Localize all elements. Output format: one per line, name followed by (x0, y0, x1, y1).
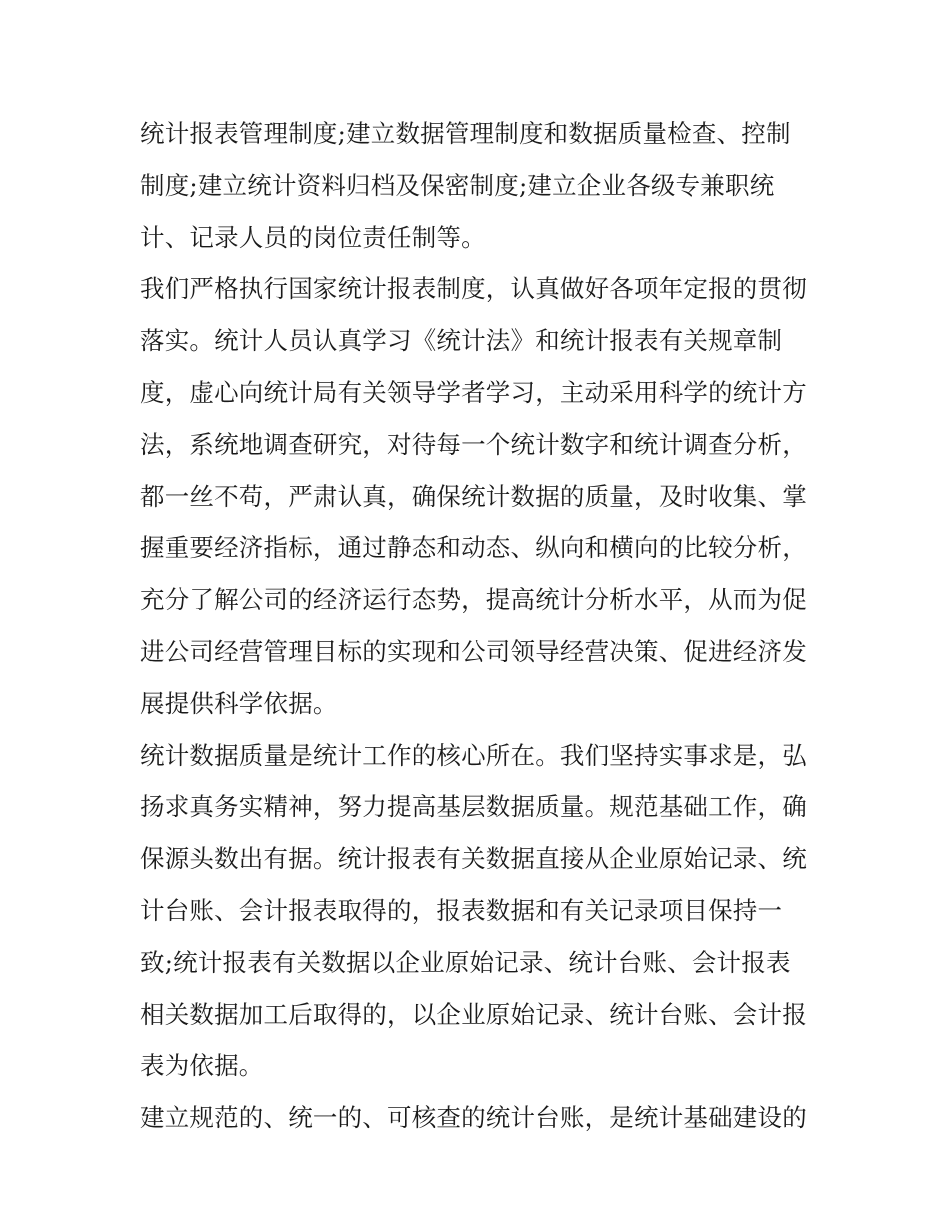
text-line: 我们严格执行国家统计报表制度，认真做好各项年定报的贯彻 (140, 274, 807, 304)
text-line: 法，系统地调查研究，对待每一个统计数字和统计调查分析， (140, 429, 807, 459)
paragraph-3 (140, 730, 820, 1093)
text-line: 统计数据质量是统计工作的核心所在。我们坚持实事求是，弘 (140, 740, 807, 770)
text-line: 计、记录人员的岗位责任制等。 (140, 222, 486, 252)
text-line: 保源头数出有据。统计报表有关数据直接从企业原始记录、统 (140, 844, 807, 874)
text-line: 落实。统计人员认真学习《统计法》和统计报表有关规章制 (140, 326, 783, 356)
text-line: 度，虚心向统计局有关领导学者学习，主动采用科学的统计方 (140, 377, 807, 407)
document-body (140, 108, 820, 1144)
text-line: 握重要经济指标，通过静态和动态、纵向和横向的比较分析， (140, 533, 807, 563)
text-line: 展提供科学依据。 (140, 688, 338, 718)
text-line: 制度;建立统计资料归档及保密制度;建立企业各级专兼职统 (140, 170, 775, 200)
text-line: 致;统计报表有关数据以企业原始记录、统计台账、会计报表 (140, 947, 791, 977)
paragraph-1 (140, 108, 820, 263)
paragraph-2 (140, 263, 820, 729)
text-line: 相关数据加工后取得的，以企业原始记录、统计台账、会计报 (140, 999, 807, 1029)
text-line: 都一丝不苟，严肃认真，确保统计数据的质量，及时收集、掌 (140, 481, 807, 511)
text-line: 统计报表管理制度;建立数据管理制度和数据质量检查、控制 (140, 119, 791, 148)
text-line: 计台账、会计报表取得的，报表数据和有关记录项目保持一 (140, 895, 783, 925)
text-line: 表为依据。 (140, 1051, 264, 1081)
text-line: 扬求真务实精神，努力提高基层数据质量。规范基础工作，确 (140, 792, 807, 822)
text-line: 进公司经营管理目标的实现和公司领导经营决策、促进经济发 (140, 636, 807, 666)
paragraph-4 (140, 1092, 820, 1144)
text-line: 建立规范的、统一的、可核查的统计台账，是统计基础建设的 (140, 1103, 807, 1133)
text-line: 充分了解公司的经济运行态势，提高统计分析水平，从而为促 (140, 585, 807, 615)
